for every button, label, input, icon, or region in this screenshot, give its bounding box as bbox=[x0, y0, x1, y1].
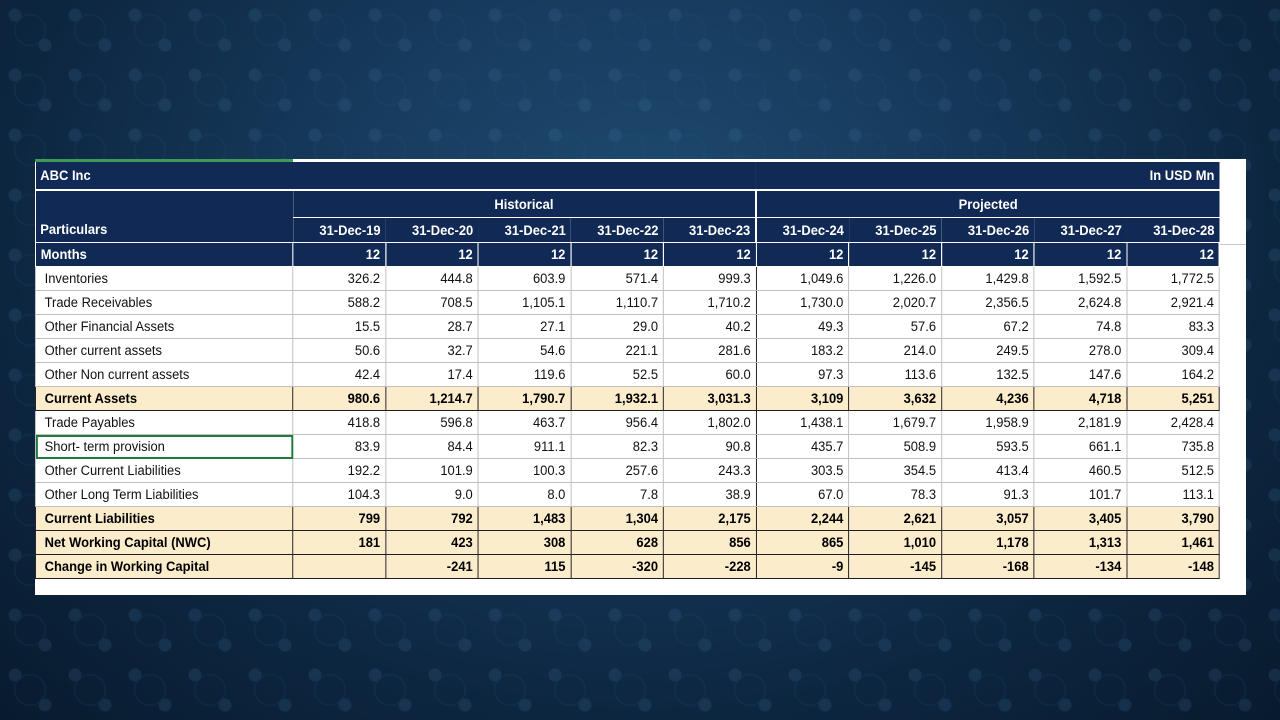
value-cell[interactable]: 1,105.1 bbox=[478, 291, 571, 315]
date-header: 31-Dec-19 bbox=[293, 218, 386, 243]
row-label[interactable]: Other Financial Assets bbox=[35, 315, 292, 339]
value-cell[interactable]: 2,428.4 bbox=[1127, 411, 1220, 435]
table-row bbox=[35, 363, 1219, 387]
value-cell[interactable]: 865 bbox=[756, 531, 849, 555]
value-cell[interactable]: 82.3 bbox=[571, 435, 664, 459]
value-cell[interactable]: 1,679.7 bbox=[849, 411, 942, 435]
value-cell[interactable]: 1,214.7 bbox=[385, 387, 478, 411]
date-header: 31-Dec-25 bbox=[849, 218, 942, 243]
value-cell[interactable]: 593.5 bbox=[941, 435, 1034, 459]
value-cell[interactable]: 147.6 bbox=[1034, 363, 1127, 387]
title-row bbox=[35, 162, 1219, 190]
row-label[interactable]: Other Long Term Liabilities bbox=[35, 483, 292, 507]
total-row bbox=[35, 531, 1219, 555]
value-cell[interactable]: 1,483 bbox=[478, 507, 571, 531]
row-label[interactable]: Short- term provision bbox=[35, 435, 292, 459]
value-cell[interactable]: 132.5 bbox=[941, 363, 1034, 387]
value-cell[interactable]: 2,621 bbox=[849, 507, 942, 531]
value-cell[interactable]: 512.5 bbox=[1127, 459, 1220, 483]
value-cell[interactable]: 91.3 bbox=[941, 483, 1034, 507]
months-value[interactable]: 12 bbox=[385, 243, 478, 267]
value-cell[interactable]: 571.4 bbox=[571, 267, 664, 291]
value-cell[interactable] bbox=[293, 555, 386, 579]
value-cell[interactable]: 799 bbox=[293, 507, 386, 531]
date-header: 31-Dec-27 bbox=[1034, 218, 1127, 243]
months-value[interactable]: 12 bbox=[941, 243, 1034, 267]
value-cell[interactable]: 28.7 bbox=[385, 315, 478, 339]
value-cell[interactable]: 1,592.5 bbox=[1034, 267, 1127, 291]
value-cell[interactable]: 460.5 bbox=[1034, 459, 1127, 483]
value-cell[interactable]: 1,461 bbox=[1127, 531, 1220, 555]
value-cell[interactable]: 29.0 bbox=[571, 315, 664, 339]
months-value[interactable]: 12 bbox=[849, 243, 942, 267]
value-cell[interactable]: 1,802.0 bbox=[663, 411, 756, 435]
value-cell[interactable]: 2,020.7 bbox=[849, 291, 942, 315]
value-cell[interactable]: 27.1 bbox=[478, 315, 571, 339]
value-cell[interactable]: 628 bbox=[571, 531, 664, 555]
group-spacer bbox=[35, 190, 292, 218]
months-value[interactable]: 12 bbox=[571, 243, 664, 267]
value-cell[interactable]: 90.8 bbox=[663, 435, 756, 459]
value-cell[interactable]: 40.2 bbox=[663, 315, 756, 339]
value-cell[interactable]: 183.2 bbox=[756, 339, 849, 363]
row-label[interactable]: Inventories bbox=[35, 267, 292, 291]
value-cell[interactable]: 67.0 bbox=[756, 483, 849, 507]
value-cell[interactable]: -134 bbox=[1034, 555, 1127, 579]
months-row bbox=[35, 243, 1219, 267]
value-cell[interactable]: 164.2 bbox=[1127, 363, 1220, 387]
table-row bbox=[35, 339, 1219, 363]
date-header: 31-Dec-21 bbox=[478, 218, 571, 243]
projected-group: Projected bbox=[756, 190, 1219, 218]
gridline bbox=[1220, 244, 1246, 245]
nwc-table bbox=[35, 162, 1220, 579]
date-header: 31-Dec-26 bbox=[941, 218, 1034, 243]
value-cell[interactable]: 100.3 bbox=[478, 459, 571, 483]
group-row bbox=[35, 190, 1219, 218]
row-label[interactable]: Trade Receivables bbox=[35, 291, 292, 315]
value-cell[interactable]: 2,181.9 bbox=[1034, 411, 1127, 435]
value-cell[interactable]: 3,632 bbox=[849, 387, 942, 411]
value-cell[interactable]: 2,921.4 bbox=[1127, 291, 1220, 315]
row-label[interactable]: Net Working Capital (NWC) bbox=[35, 531, 292, 555]
value-cell[interactable]: 661.1 bbox=[1034, 435, 1127, 459]
value-cell[interactable]: 792 bbox=[385, 507, 478, 531]
months-label: Months bbox=[35, 243, 292, 267]
total-row bbox=[35, 507, 1219, 531]
value-cell[interactable]: 1,010 bbox=[849, 531, 942, 555]
date-header: 31-Dec-23 bbox=[663, 218, 756, 243]
row-label[interactable]: Change in Working Capital bbox=[35, 555, 292, 579]
value-cell[interactable]: 735.8 bbox=[1127, 435, 1220, 459]
value-cell[interactable]: 249.5 bbox=[941, 339, 1034, 363]
value-cell[interactable]: 3,031.3 bbox=[663, 387, 756, 411]
value-cell[interactable]: 113.6 bbox=[849, 363, 942, 387]
value-cell[interactable]: 9.0 bbox=[385, 483, 478, 507]
value-cell[interactable]: 418.8 bbox=[293, 411, 386, 435]
value-cell[interactable]: 4,236 bbox=[941, 387, 1034, 411]
value-cell[interactable]: 1,790.7 bbox=[478, 387, 571, 411]
row-label[interactable]: Trade Payables bbox=[35, 411, 292, 435]
value-cell[interactable]: 78.3 bbox=[849, 483, 942, 507]
value-cell[interactable]: 708.5 bbox=[385, 291, 478, 315]
value-cell[interactable]: 303.5 bbox=[756, 459, 849, 483]
value-cell[interactable]: 60.0 bbox=[663, 363, 756, 387]
value-cell[interactable]: 956.4 bbox=[571, 411, 664, 435]
value-cell[interactable]: 38.9 bbox=[663, 483, 756, 507]
value-cell[interactable]: 214.0 bbox=[849, 339, 942, 363]
dates-row bbox=[35, 218, 1219, 243]
value-cell[interactable]: 2,624.8 bbox=[1034, 291, 1127, 315]
value-cell[interactable]: 999.3 bbox=[663, 267, 756, 291]
total-row bbox=[35, 555, 1219, 579]
value-cell[interactable]: 52.5 bbox=[571, 363, 664, 387]
value-cell[interactable]: 83.9 bbox=[293, 435, 386, 459]
value-cell[interactable]: -228 bbox=[663, 555, 756, 579]
months-value[interactable]: 12 bbox=[293, 243, 386, 267]
value-cell[interactable]: -241 bbox=[385, 555, 478, 579]
row-label[interactable]: Other Current Liabilities bbox=[35, 459, 292, 483]
value-cell[interactable]: 15.5 bbox=[293, 315, 386, 339]
value-cell[interactable]: 50.6 bbox=[293, 339, 386, 363]
value-cell[interactable]: 8.0 bbox=[478, 483, 571, 507]
value-cell[interactable]: 596.8 bbox=[385, 411, 478, 435]
value-cell[interactable]: 192.2 bbox=[293, 459, 386, 483]
value-cell[interactable]: 1,438.1 bbox=[756, 411, 849, 435]
value-cell[interactable]: 2,175 bbox=[663, 507, 756, 531]
value-cell[interactable]: 101.9 bbox=[385, 459, 478, 483]
months-value[interactable]: 12 bbox=[478, 243, 571, 267]
value-cell[interactable]: -148 bbox=[1127, 555, 1220, 579]
table-row bbox=[35, 483, 1219, 507]
value-cell[interactable]: 84.4 bbox=[385, 435, 478, 459]
value-cell[interactable]: 113.1 bbox=[1127, 483, 1220, 507]
value-cell[interactable]: 57.6 bbox=[849, 315, 942, 339]
row-label[interactable]: Other current assets bbox=[35, 339, 292, 363]
months-value[interactable]: 12 bbox=[1127, 243, 1220, 267]
value-cell[interactable]: 354.5 bbox=[849, 459, 942, 483]
value-cell[interactable]: -145 bbox=[849, 555, 942, 579]
value-cell[interactable]: 3,790 bbox=[1127, 507, 1220, 531]
table-row bbox=[35, 267, 1219, 291]
historical-group: Historical bbox=[293, 190, 756, 218]
value-cell[interactable]: 4,718 bbox=[1034, 387, 1127, 411]
date-header: 31-Dec-22 bbox=[571, 218, 664, 243]
value-cell[interactable]: 444.8 bbox=[385, 267, 478, 291]
value-cell[interactable]: 221.1 bbox=[571, 339, 664, 363]
months-value[interactable]: 12 bbox=[756, 243, 849, 267]
spreadsheet-image bbox=[35, 159, 1246, 595]
value-cell[interactable]: 278.0 bbox=[1034, 339, 1127, 363]
date-header: 31-Dec-20 bbox=[385, 218, 478, 243]
value-cell[interactable]: 856 bbox=[663, 531, 756, 555]
value-cell[interactable]: 911.1 bbox=[478, 435, 571, 459]
value-cell[interactable]: 101.7 bbox=[1034, 483, 1127, 507]
value-cell[interactable]: 5,251 bbox=[1127, 387, 1220, 411]
value-cell[interactable]: 1,958.9 bbox=[941, 411, 1034, 435]
value-cell[interactable]: 1,429.8 bbox=[941, 267, 1034, 291]
value-cell[interactable]: 243.3 bbox=[663, 459, 756, 483]
value-cell[interactable]: 83.3 bbox=[1127, 315, 1220, 339]
value-cell[interactable]: 54.6 bbox=[478, 339, 571, 363]
value-cell[interactable]: 119.6 bbox=[478, 363, 571, 387]
table-row bbox=[35, 459, 1219, 483]
unit-label: In USD Mn bbox=[756, 162, 1219, 190]
value-cell[interactable]: 1,932.1 bbox=[571, 387, 664, 411]
value-cell[interactable]: 281.6 bbox=[663, 339, 756, 363]
value-cell[interactable]: 1,304 bbox=[571, 507, 664, 531]
value-cell[interactable]: 309.4 bbox=[1127, 339, 1220, 363]
value-cell[interactable]: 97.3 bbox=[756, 363, 849, 387]
row-label[interactable]: Other Non current assets bbox=[35, 363, 292, 387]
value-cell[interactable]: 463.7 bbox=[478, 411, 571, 435]
value-cell[interactable]: 3,405 bbox=[1034, 507, 1127, 531]
value-cell[interactable]: 42.4 bbox=[293, 363, 386, 387]
value-cell[interactable]: 1,110.7 bbox=[571, 291, 664, 315]
value-cell[interactable]: 435.7 bbox=[756, 435, 849, 459]
months-value[interactable]: 12 bbox=[1034, 243, 1127, 267]
value-cell[interactable]: 603.9 bbox=[478, 267, 571, 291]
date-header: 31-Dec-24 bbox=[756, 218, 849, 243]
total-row bbox=[35, 387, 1219, 411]
value-cell[interactable]: 17.4 bbox=[385, 363, 478, 387]
value-cell[interactable]: 1,710.2 bbox=[663, 291, 756, 315]
date-header: 31-Dec-28 bbox=[1127, 218, 1220, 243]
value-cell[interactable]: 423 bbox=[385, 531, 478, 555]
value-cell[interactable]: 257.6 bbox=[571, 459, 664, 483]
value-cell[interactable]: 1,049.6 bbox=[756, 267, 849, 291]
particulars-header: Particulars bbox=[35, 218, 292, 243]
value-cell[interactable]: -320 bbox=[571, 555, 664, 579]
company-name: ABC Inc bbox=[35, 162, 756, 190]
value-cell[interactable]: 326.2 bbox=[293, 267, 386, 291]
table-row bbox=[35, 291, 1219, 315]
value-cell[interactable]: 181 bbox=[293, 531, 386, 555]
table-row bbox=[35, 315, 1219, 339]
row-label[interactable]: Current Liabilities bbox=[35, 507, 292, 531]
row-label[interactable]: Current Assets bbox=[35, 387, 292, 411]
value-cell[interactable]: 508.9 bbox=[849, 435, 942, 459]
value-cell[interactable]: 980.6 bbox=[293, 387, 386, 411]
value-cell[interactable]: 74.8 bbox=[1034, 315, 1127, 339]
value-cell[interactable]: 2,244 bbox=[756, 507, 849, 531]
value-cell[interactable]: 588.2 bbox=[293, 291, 386, 315]
value-cell[interactable]: 115 bbox=[478, 555, 571, 579]
value-cell[interactable]: 308 bbox=[478, 531, 571, 555]
value-cell[interactable]: 1,313 bbox=[1034, 531, 1127, 555]
value-cell[interactable]: -9 bbox=[756, 555, 849, 579]
value-cell[interactable]: 104.3 bbox=[293, 483, 386, 507]
value-cell[interactable]: 7.8 bbox=[571, 483, 664, 507]
value-cell[interactable]: -168 bbox=[941, 555, 1034, 579]
value-cell[interactable]: 1,226.0 bbox=[849, 267, 942, 291]
value-cell[interactable]: 1,772.5 bbox=[1127, 267, 1220, 291]
value-cell[interactable]: 3,109 bbox=[756, 387, 849, 411]
value-cell[interactable]: 2,356.5 bbox=[941, 291, 1034, 315]
value-cell[interactable]: 49.3 bbox=[756, 315, 849, 339]
table-row bbox=[35, 435, 1219, 459]
value-cell[interactable]: 413.4 bbox=[941, 459, 1034, 483]
value-cell[interactable]: 1,730.0 bbox=[756, 291, 849, 315]
value-cell[interactable]: 32.7 bbox=[385, 339, 478, 363]
months-value[interactable]: 12 bbox=[663, 243, 756, 267]
value-cell[interactable]: 67.2 bbox=[941, 315, 1034, 339]
value-cell[interactable]: 3,057 bbox=[941, 507, 1034, 531]
table-row bbox=[35, 411, 1219, 435]
value-cell[interactable]: 1,178 bbox=[941, 531, 1034, 555]
